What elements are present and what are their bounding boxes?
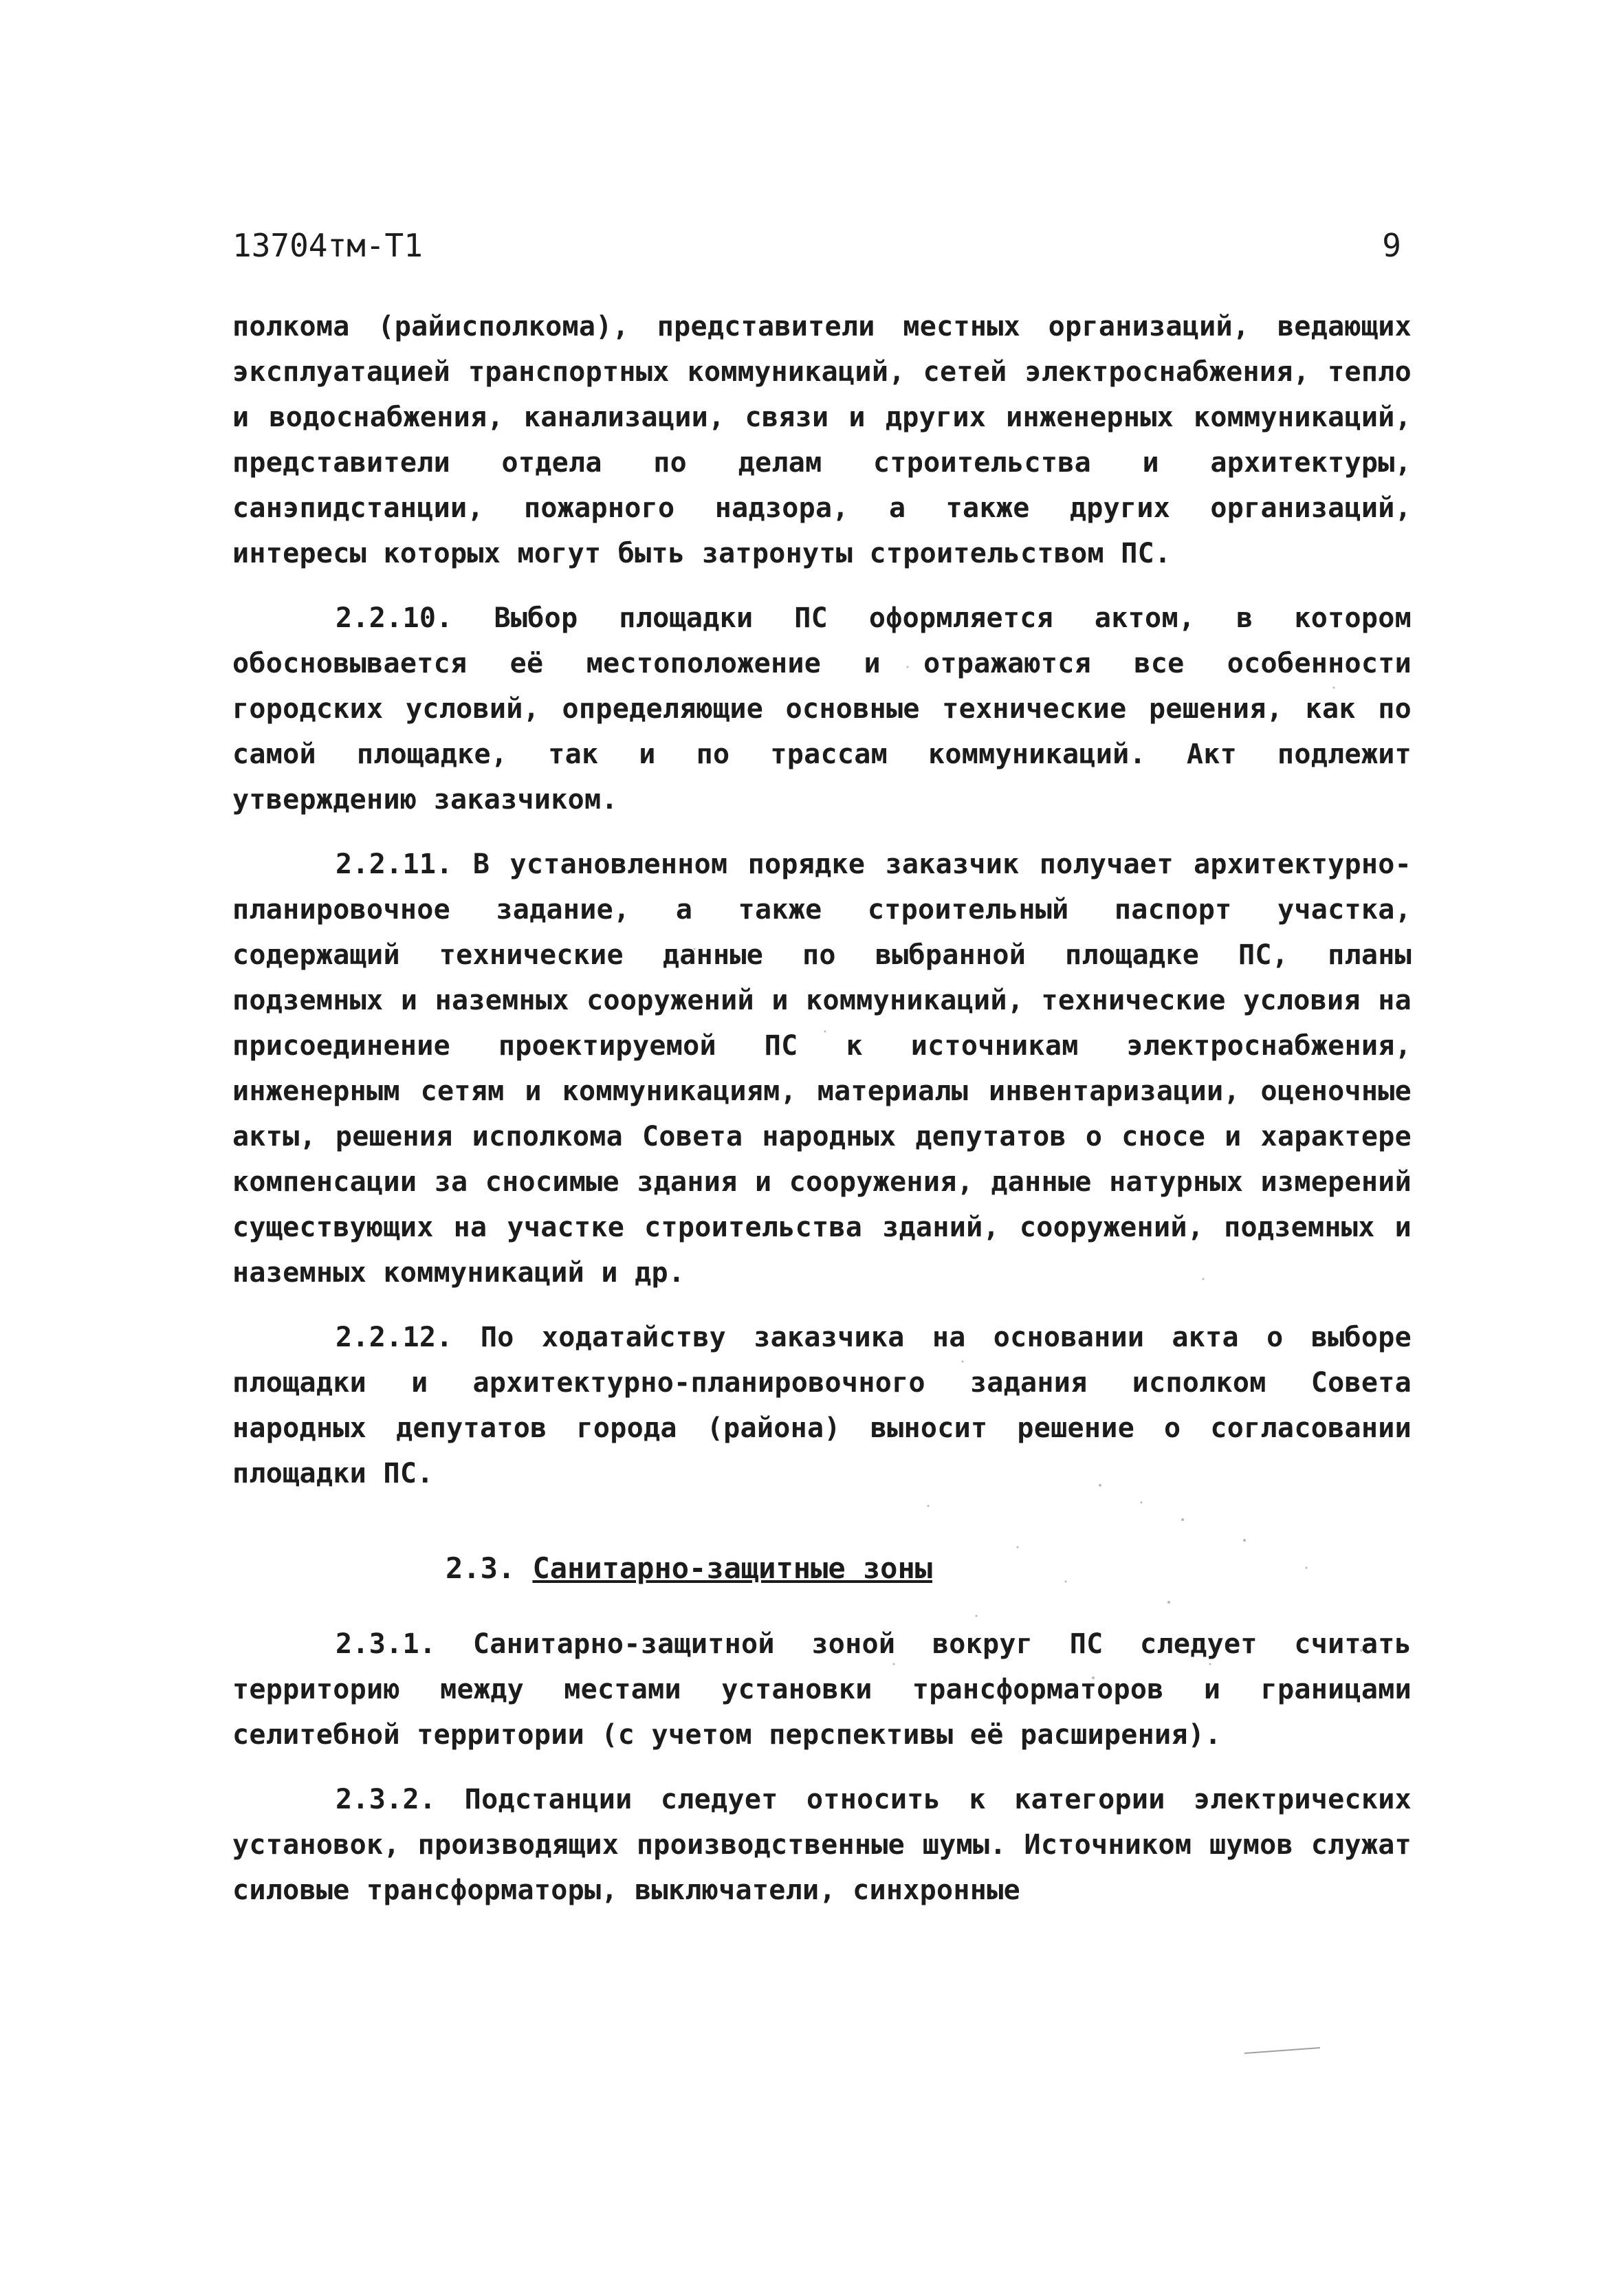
document-body <box>232 304 1412 1913</box>
paragraph-2-2-10: 2.2.10. Выбор площадки ПС оформляется актом, в котором обосновывается её местоположение и отражаются все особенности городских условий, определяющие основные технические решения, как по самой площадке, так и по трассам коммуникаций. Акт подлежит утверждению заказчиком. <box>232 602 1412 816</box>
page-header <box>232 221 1401 270</box>
page-number: 9 <box>1382 227 1401 264</box>
paragraph-2-3-2: 2.3.2. Подстанции следует относить к категории электрических установок, производящих производственные шумы. Источником шумов служат силовые трансформаторы, выключатели, синхронные <box>232 1784 1412 1906</box>
paragraph-2-2-11: 2.2.11. В установленном порядке заказчик получает архитектурно-планировочное задание, а также строительный паспорт участка, содержащий технические данные по выбранной площадке ПС, планы подземных и наземных сооружений и коммуникаций, технические условия на присоединение проектируемой ПС к источникам электроснабжения, инженерным сетям и коммуникациям, материалы инвентаризации, оценочные акты, решения исполкома Совета народных депутатов о сносе и характере компенсации за сносимые здания и сооружения, данные натурных измерений существующих на участке строительства зданий, сооружений, подземных и наземных коммуникаций и др. <box>232 849 1412 1289</box>
section-number: 2.3. <box>446 1551 516 1585</box>
document-code: 13704тм-Т1 <box>232 227 423 264</box>
paragraph-continuation: полкома (райисполкома), представители местных организаций, ведающих эксплуатацией транспортных коммуникаций, сетей электроснабжения, тепло и водоснабжения, канализации, связи и других инженерных коммуникаций, представители отдела по делам строительства и архитектуры, санэпидстанции, пожарного надзора, а также других организаций, интересы которых могут быть затронуты строительством ПС. <box>232 311 1412 569</box>
paragraph-2-3-1: 2.3.1. Санитарно-защитной зоной вокруг ПС следует считать территорию между местами установки трансформаторов и границами селитебной территории (с учетом перспективы её расширения). <box>232 1628 1412 1751</box>
section-title: Санитарно-защитные зоны <box>532 1551 933 1585</box>
paragraph-2-2-12: 2.2.12. По ходатайству заказчика на основании акта о выборе площадки и архитектурно-планировочного задания исполком Совета народных депутатов города (района) выносит решение о согласовании площадки ПС. <box>232 1322 1412 1489</box>
section-heading <box>232 1546 1412 1591</box>
